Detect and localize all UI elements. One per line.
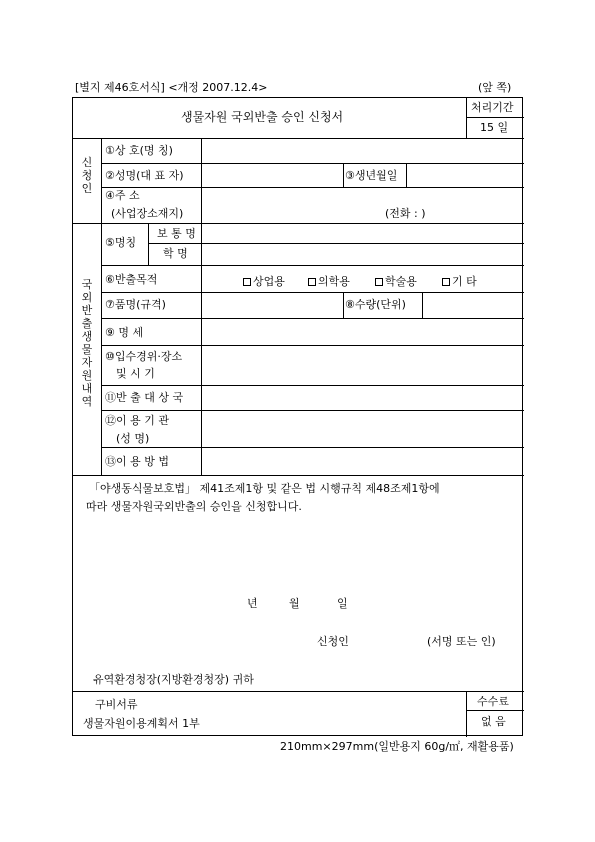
statement-line-2: 따라 생물자원국외반출의 승인을 신청합니다. [86, 500, 302, 513]
user-institution-label-sub: (성 명) [116, 432, 150, 445]
processing-period-value: 15 일 [480, 121, 509, 134]
scientific-name-field[interactable] [202, 244, 524, 264]
birth-date-label: ③생년월일 [345, 169, 398, 182]
date-month-label: 월 [289, 597, 300, 610]
address-label: ④주 소 [105, 189, 140, 202]
required-documents-item: 생물자원이용계획서 1부 [83, 717, 200, 730]
export-details-group-label: 국외반출 생물자원 내역 [81, 278, 93, 408]
form-title: 생물자원 국외반출 승인 신청서 [181, 110, 344, 124]
common-name-field[interactable] [202, 224, 524, 243]
product-name-field[interactable] [202, 293, 342, 318]
fee-value: 없 음 [481, 715, 506, 728]
acquisition-field[interactable] [202, 346, 524, 384]
fee-label: 수수료 [477, 695, 509, 708]
address-label-sub: (사업장소재지) [111, 207, 184, 220]
trade-name-field[interactable] [202, 139, 524, 163]
divider [148, 223, 149, 265]
statement-line-1: 「야생동식물보호법」 제41조제1항 및 같은 법 시행규칙 제48조제1항에 [89, 482, 440, 495]
birth-date-field[interactable] [407, 164, 524, 187]
checkbox[interactable] [308, 278, 316, 286]
divider [101, 138, 102, 475]
divider [73, 475, 524, 476]
checkbox[interactable] [375, 278, 383, 286]
destination-country-field[interactable] [202, 386, 524, 410]
phone-label: (전화 : ) [385, 207, 426, 220]
divider [343, 292, 344, 318]
product-name-label: ⑦품명(규격) [105, 298, 166, 311]
quantity-field[interactable] [423, 293, 524, 318]
checkbox[interactable] [442, 278, 450, 286]
specification-label: ⑨ 명 세 [105, 326, 144, 339]
date-day-label: 일 [337, 597, 348, 610]
signature-note: (서명 또는 인) [427, 635, 496, 648]
destination-country-label: ⑪반 출 대 상 국 [105, 391, 184, 404]
divider [101, 265, 524, 266]
purpose-medical-option[interactable]: 의학용 [308, 273, 350, 289]
quantity-label: ⑧수량(단위) [345, 298, 406, 311]
purpose-other-option[interactable]: 기 타 [442, 273, 477, 289]
common-name-label: 보 통 명 [157, 227, 196, 240]
date-year-label: 년 [247, 597, 258, 610]
address-field[interactable] [202, 188, 524, 223]
divider [73, 691, 524, 692]
trade-name-label: ①상 호(명 칭) [105, 144, 173, 157]
divider [466, 117, 524, 118]
page-side-label: (앞 쪽) [478, 81, 512, 94]
purpose-academic-option[interactable]: 학술용 [375, 273, 417, 289]
form-number: [별지 제46호서식] <개정 2007.12.4> [75, 81, 268, 94]
purpose-commercial-option[interactable]: 상업용 [243, 273, 285, 289]
checkbox[interactable] [243, 278, 251, 286]
specification-field[interactable] [202, 319, 524, 345]
divider [466, 710, 524, 711]
recipient: 유역환경청장(지방환경청장) 귀하 [93, 673, 254, 686]
user-institution-field[interactable] [202, 411, 524, 447]
acquisition-label-sub: 및 시 기 [116, 367, 155, 380]
divider [343, 163, 344, 187]
export-purpose-label: ⑥반출목적 [105, 273, 158, 286]
usage-method-label: ⑬이 용 방 법 [105, 455, 169, 468]
divider [466, 691, 467, 737]
processing-period-label: 처리기간 [471, 101, 514, 114]
divider [466, 98, 467, 138]
user-institution-label: ⑫이 용 기 관 [105, 414, 169, 427]
bio-name-label: ⑤명칭 [105, 236, 137, 249]
acquisition-label: ⑩입수경위·장소 [105, 350, 183, 363]
applicant-group-label: 신청인 [81, 156, 93, 195]
application-form [72, 97, 523, 736]
representative-name-field[interactable] [202, 164, 342, 187]
usage-method-field[interactable] [202, 448, 524, 474]
applicant-sign-label: 신청인 [317, 635, 349, 648]
representative-name-label: ②성명(대 표 자) [105, 169, 184, 182]
paper-spec-footer: 210mm×297mm(일반용지 60g/㎡, 재활용품) [280, 740, 514, 753]
scientific-name-label: 학 명 [163, 247, 188, 260]
required-documents-label: 구비서류 [95, 698, 138, 711]
